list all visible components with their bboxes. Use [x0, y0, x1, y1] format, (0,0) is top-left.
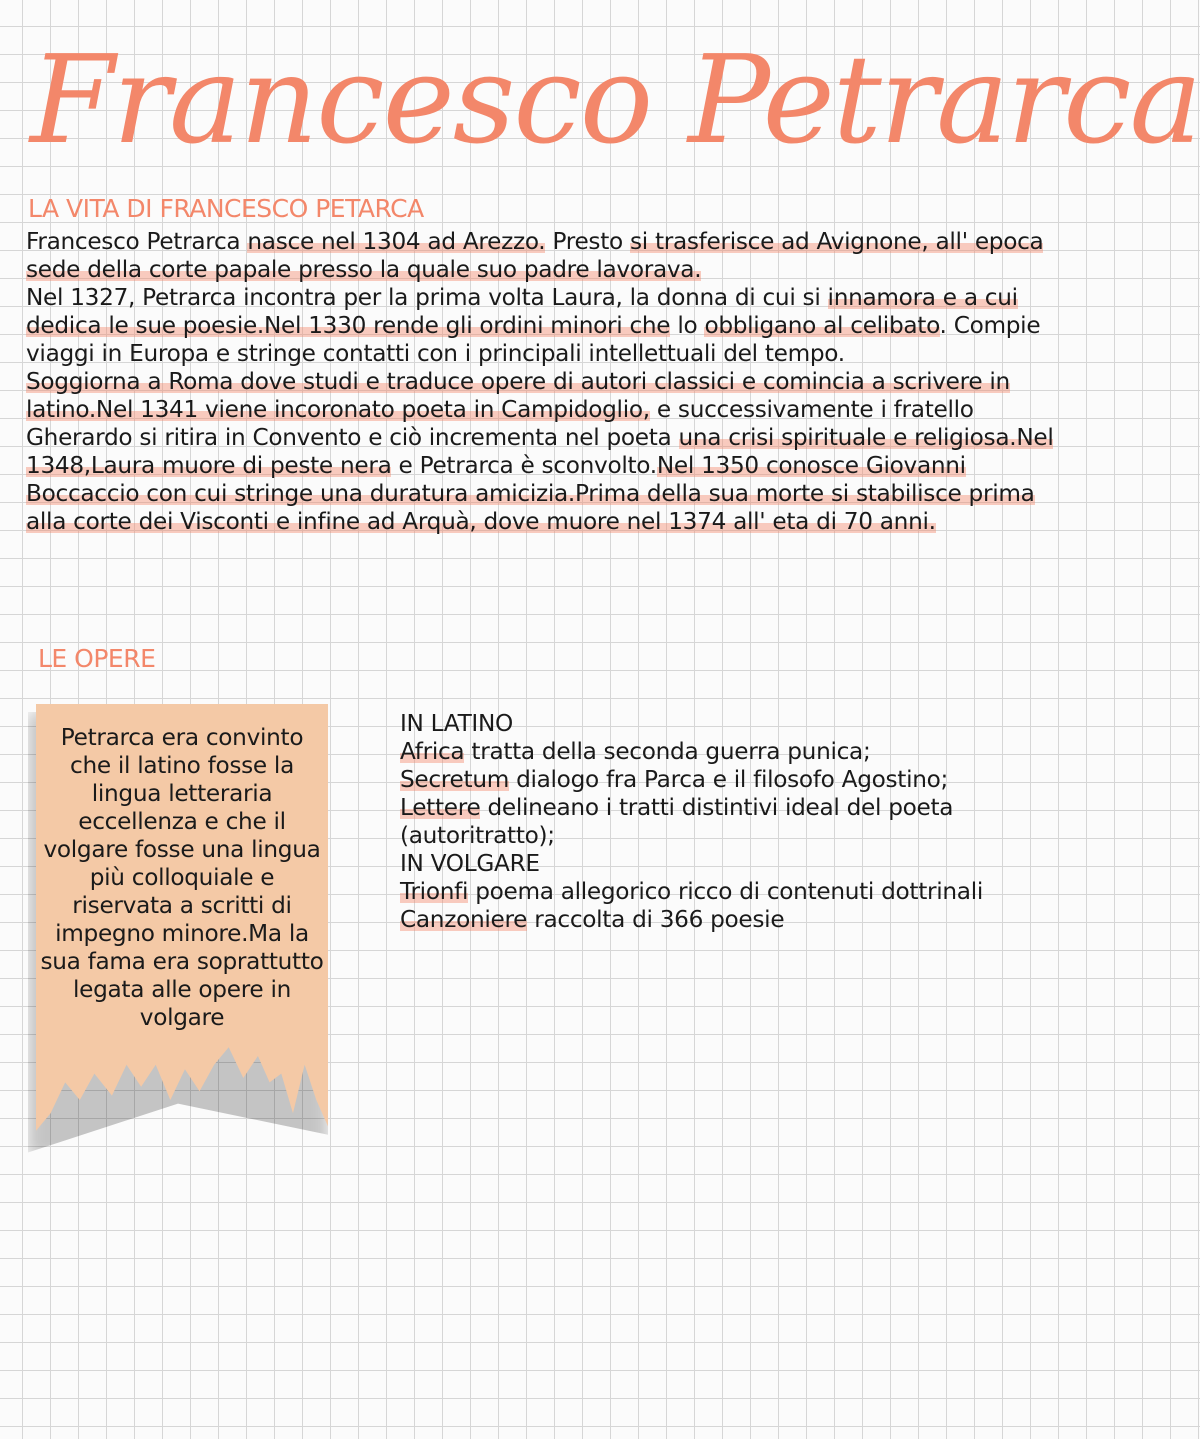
work-item: [400, 906, 1040, 934]
note-text: Petrarca era convinto che il latino fosse la lingua letteraria eccellenza e che il volgare fosse una lingua più colloquiale e riservata a scritti di impegno minore.Ma la sua fama era soprattutto legata alle opere in volgare: [40, 724, 324, 1031]
work-title: Africa: [400, 738, 465, 765]
highlighted-text: nasce nel 1304 ad Arezzo.: [247, 228, 546, 255]
bio-paragraph: [26, 284, 1066, 368]
highlighted-text: si trasferisce ad Avignone, all' epoca sede della corte papale presso la quale suo padre lavorava.: [26, 228, 1044, 283]
work-title: Trionfi: [400, 878, 469, 905]
text-segment: e Petrarca è sconvolto.: [391, 452, 657, 479]
vernacular-heading: IN VOLGARE: [400, 850, 540, 877]
text-segment: . Compie viaggi in Europa e stringe contatti con i principali intellettuali del tempo.: [26, 312, 1041, 367]
work-item: [400, 766, 1040, 794]
work-item: [400, 878, 1040, 906]
life-section-heading: LA VITA DI FRANCESCO PETARCA: [28, 194, 424, 223]
highlighted-text: Soggiorna a Roma dove studi e traduce opere di autori classici e comincia a scrivere in latino.Nel 1341 viene incoronato poeta in Campidoglio,: [26, 368, 1010, 423]
work-title: Secretum: [400, 766, 509, 793]
bio-paragraph: [26, 228, 1066, 284]
latin-heading: IN LATINO: [400, 710, 513, 737]
vernacular-works-list: [400, 878, 1040, 934]
work-description: dialogo fra Parca e il filosofo Agostino;: [509, 766, 949, 793]
work-description: delineano i tratti distintivi ideal del poeta (autoritratto);: [400, 794, 954, 849]
work-item: [400, 738, 1040, 766]
work-title: Lettere: [400, 794, 481, 821]
highlighted-text: una crisi spirituale e religiosa.Nel 1348,Laura muore di peste nera: [26, 424, 1054, 479]
text-segment: Nel 1327, Petrarca incontra per la prima volta Laura, la donna di cui si: [26, 284, 828, 311]
work-description: raccolta di 366 poesie: [527, 906, 785, 933]
bio-paragraph: [26, 368, 1066, 536]
work-description: poema allegorico ricco di contenuti dottrinali: [468, 878, 983, 905]
biography-text: [26, 228, 1066, 536]
latin-works-list: [400, 738, 1040, 850]
work-title: Canzoniere: [400, 906, 528, 933]
works-list: [400, 710, 1040, 934]
highlighted-text: Nel 1350 conosce Giovanni Boccaccio con cui stringe una duratura amicizia.Prima della sua morte si stabilisce prima alla corte dei Visconti e infine ad Arquà, dove muore nel 1374 all' eta di 70 anni.: [26, 452, 1035, 535]
text-segment: Francesco Petrarca: [26, 228, 248, 255]
works-section-heading: LE OPERE: [38, 644, 156, 673]
highlighted-text: obbligano al celibato: [704, 312, 940, 339]
work-description: tratta della seconda guerra punica;: [464, 738, 871, 765]
highlighted-text: innamora e a cui dedica le sue poesie.Nel 1330 rende gli ordini minori che: [26, 284, 1018, 339]
text-segment: Presto: [545, 228, 630, 255]
text-segment: e successivamente i fratello Gherardo si ritira in Convento e ciò incrementa nel poeta: [26, 396, 974, 451]
work-item: [400, 794, 1040, 850]
text-segment: lo: [670, 312, 705, 339]
page-title: Francesco Petrarca: [30, 29, 1200, 171]
